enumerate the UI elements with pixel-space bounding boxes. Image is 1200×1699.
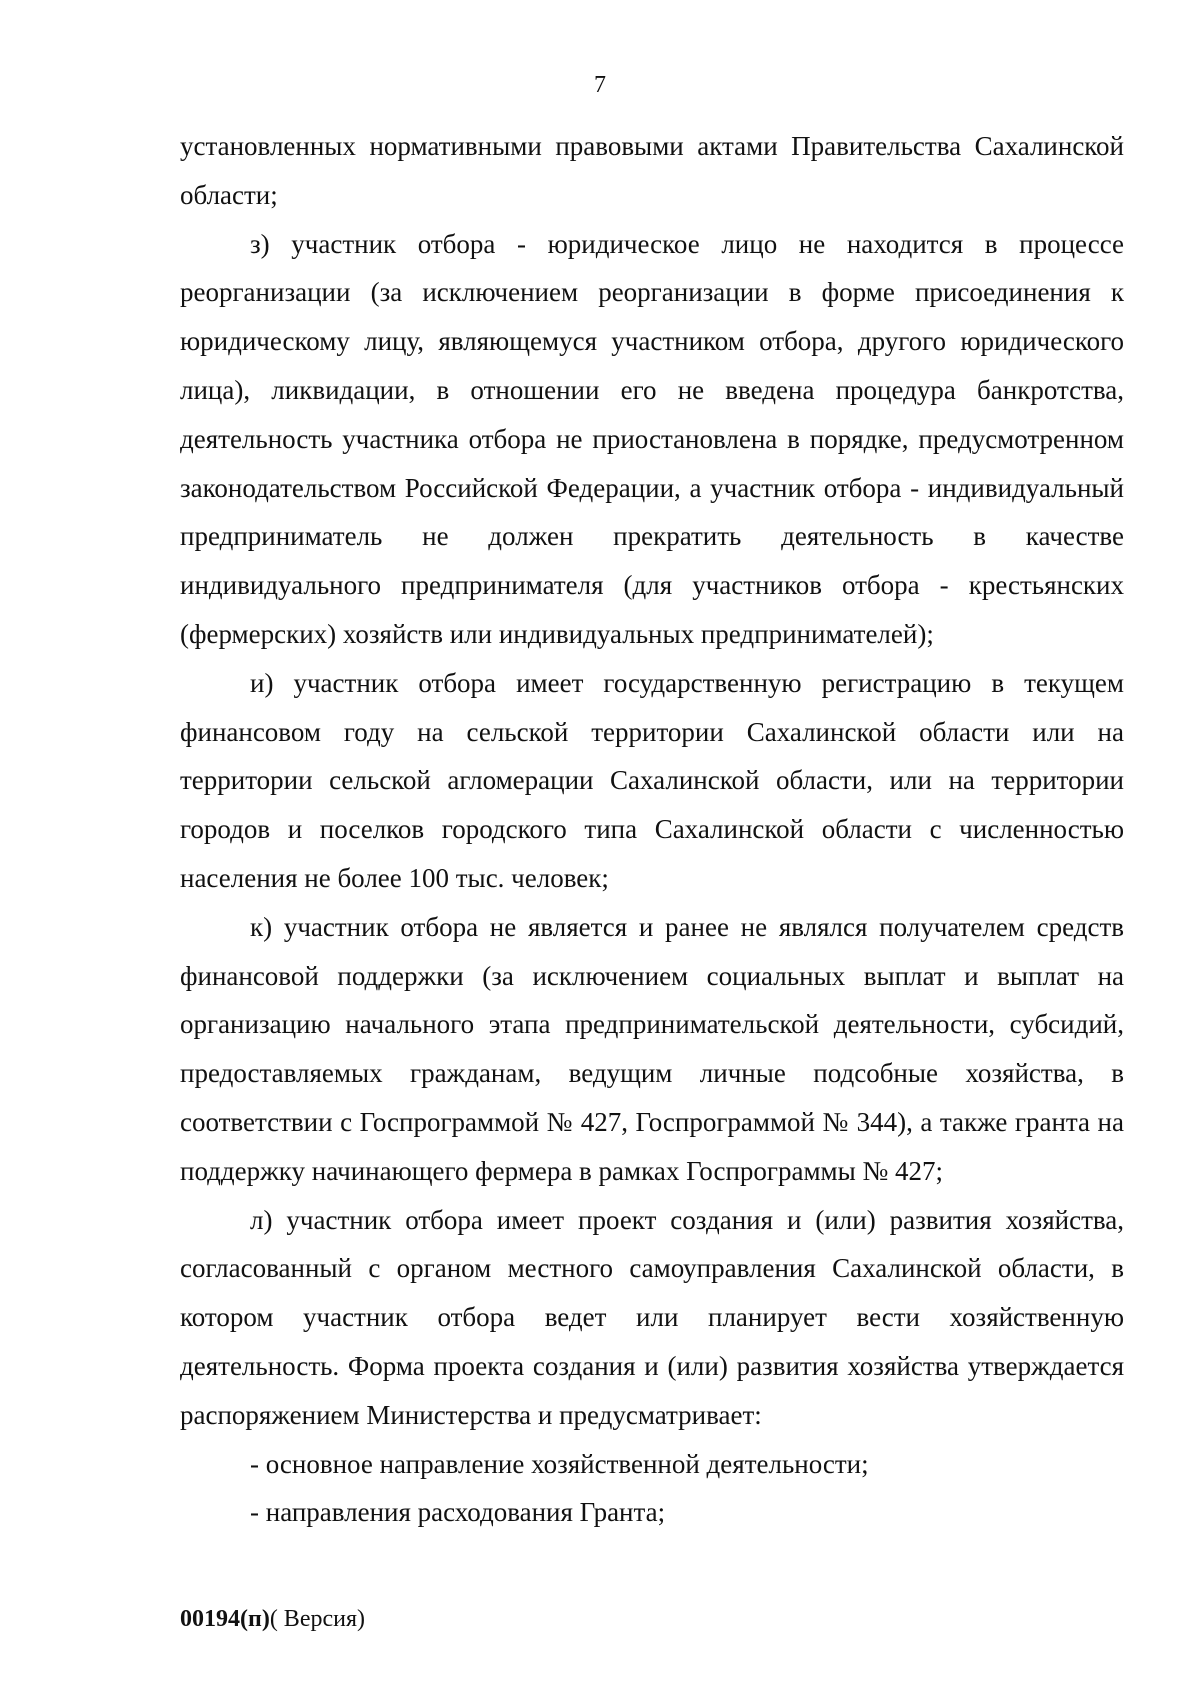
document-version: ( Версия) [269,1606,365,1632]
footer [180,1606,365,1633]
paragraph-z: з) участник отбора - юридическое лицо не находится в процессе реорганизации (за исключением реорганизации в форме присоединения к юридическому лицу, являющемуся участником отбора, другого юридического лица), ликвидации, в отношении его не введена процедура банкротства, деятельность участника отбора не приостановлена в порядке, предусмотренном законодательством Российской Федерации, а участник отбора - индивидуальный предприниматель не должен прекратить деятельность в качестве индивидуального предпринимателя (для участников отбора - крестьянских (фермерских) хозяйств или индивидуальных предпринимателей); [180,228,1124,649]
list-item: - основное направление хозяйственной деятельности; [250,1448,869,1479]
document-code: 00194(п) [180,1606,270,1632]
paragraph-continuation: установленных нормативными правовыми актами Правительства Сахалинской области; [180,131,1124,210]
paragraph-l: л) участник отбора имеет проект создания и (или) развития хозяйства, согласованный с органом местного самоуправления Сахалинской области, в котором участник отбора ведет или планирует вести хозяйственную деятельность. Форма проекта создания и (или) развития хозяйства утверждается распоряжением Министерства и предусматривает: [180,1204,1124,1430]
list-item: - направления расходования Гранта; [250,1497,666,1528]
document-body [180,122,1124,1537]
paragraph-k: к) участник отбора не является и ранее не являлся получателем средств финансовой поддержки (за исключением социальных выплат и выплат на организацию начального этапа предпринимательской деятельности, субсидий, предоставляемых гражданам, ведущим личные подсобные хозяйства, в соответствии с Госпрограммой № 427, Госпрограммой № 344), а также гранта на поддержку начинающего фермера в рамках Госпрограммы № 427; [180,911,1124,1186]
page-number: 7 [594,72,606,98]
paragraph-i: и) участник отбора имеет государственную регистрацию в текущем финансовом году на сельской территории Сахалинской области или на территории сельской агломерации Сахалинской области, или на территории городов и поселков городского типа Сахалинской области с численностью населения не более 100 тыс. человек; [180,667,1124,893]
